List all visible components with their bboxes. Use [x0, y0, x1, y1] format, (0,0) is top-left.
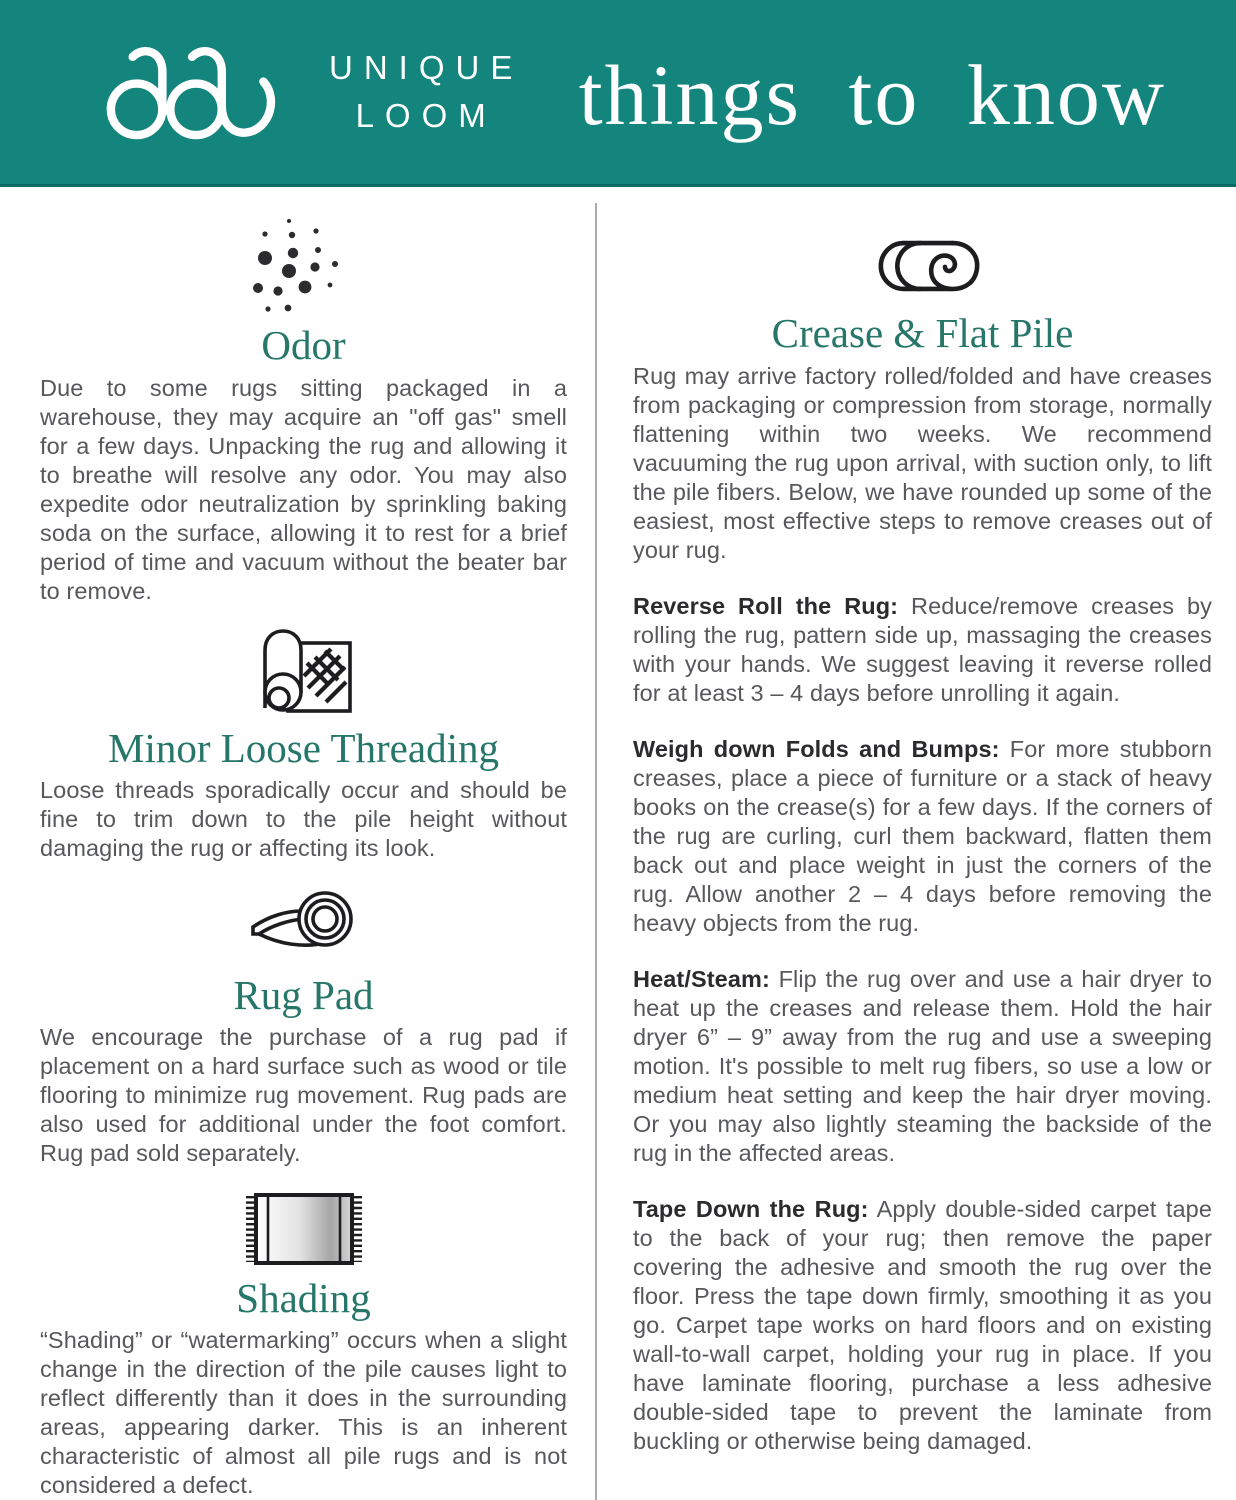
threading-heading: Minor Loose Threading [108, 725, 499, 772]
section-odor [40, 215, 567, 606]
shaded-rug-fringe-icon [244, 1192, 364, 1266]
section-shading [40, 1192, 567, 1500]
content-columns [0, 187, 1236, 1500]
tip-reverse-roll [633, 592, 1212, 708]
odor-speckles-icon [240, 215, 368, 319]
tip-weigh-down-lead: Weigh down Folds and Bumps: [633, 736, 1000, 763]
section-minor-loose-threading [40, 626, 567, 863]
unique-loom-logo-icon [98, 40, 303, 144]
tip-reverse-roll-text: Reduce/remove creases by rolling the rug, pattern side up, massaging the creases with your hands. We suggest leaving it reverse rolled for at least 3 – 4 days before unrolling it again. [633, 593, 1213, 707]
crease-intro: Rug may arrive factory rolled/folded and have creases from packaging or compression from storage, normally flattening within two weeks. We recommend vacuuming the rug upon arrival, with suction only, to lift the pile fibers. Below, we have rounded up some of the easiest, most effective steps to remove creases out of your rug. [633, 363, 1212, 564]
odor-body: Due to some rugs sitting packaged in a warehouse, they may acquire an "off gas" smell for a few days. Unpacking the rug and allowing it to breathe will resolve any odor. You may also expedite odor neutralization by sprinkling baking soda on the surface, allowing it to rest for a brief period of time and vacuum without the beater bar to remove. [40, 375, 567, 605]
crease-heading: Crease & Flat Pile [771, 310, 1074, 356]
section-crease-flat-pile [633, 233, 1212, 565]
tip-heat-steam [633, 965, 1212, 1168]
tip-reverse-roll-lead: Reverse Roll the Rug: [633, 593, 899, 620]
right-column [597, 203, 1212, 1500]
rug-pad-heading: Rug Pad [233, 972, 374, 1019]
tip-tape-down-lead: Tape Down the Rug: [633, 1196, 869, 1223]
rug-pad-body: We encourage the purchase of a rug pad if placement on a hard surface such as wood or tile flooring to minimize rug movement. Rug pads are also used for additional under the foot comfort. Rug pad sold separately. [40, 1024, 567, 1167]
page-title: things to know [578, 47, 1166, 143]
header-banner [0, 0, 1236, 187]
section-rug-pad [40, 885, 567, 1168]
threading-body: Loose threads sporadically occur and should be fine to trim down to the pile height without damaging the rug or affecting its look. [40, 777, 567, 862]
tip-heat-steam-lead: Heat/Steam: [633, 966, 770, 993]
tip-weigh-down [633, 735, 1212, 938]
shading-heading: Shading [236, 1275, 371, 1322]
tip-tape-down-text: Apply double-sided carpet tape to the back of your rug; then remove the paper covering the adhesive and smooth the rug over the floor. Press the tape down firmly, smoothing it as you go. Carpet tape works on hard floors and on existing wall-to-wall carpet, holding your rug in place. If you have laminate flooring, purchase a less adhesive double-sided tape to prevent the laminate from buckling or otherwise being damaged. [633, 1196, 1212, 1455]
brand-logo [98, 40, 523, 144]
tip-weigh-down-text: For more stubborn creases, place a piece of furniture or a stack of heavy books on the crease(s) for a few days. If the corners of the rug are curling, curl them backward, flatten them back out and place weight in just the corners of the rug. Allow another 2 – 4 days before removing the heavy objects from the rug. [633, 736, 1212, 937]
odor-heading: Odor [261, 322, 346, 368]
tip-tape-down [633, 1195, 1212, 1456]
rolled-rug-spiral-icon [863, 233, 983, 299]
tip-heat-steam-text: Flip the rug over and use a hair dryer to heat up the creases and release them. Hold the hair dryer 6” – 9” away from the rug and use a sweeping motion. It's possible to melt rug fibers, so use a low or medium heat setting and keep the hair dryer moving. Or you may also lightly steaming the backside of the rug in the affected areas. [633, 966, 1212, 1167]
brand-line-2: LOOM [355, 97, 497, 134]
rolled-rug-crosshatch-icon [252, 626, 356, 718]
brand-line-1: UNIQUE [329, 49, 524, 87]
shading-body: “Shading” or “watermarking” occurs when a slight change in the direction of the pile causes light to reflect differently than it does in the surrounding areas, appearing darker. This is an inherent characteristic of almost all pile rugs and is not considered a defect. [40, 1327, 567, 1499]
left-column [40, 203, 567, 1500]
rug-pad-roll-icon [245, 885, 363, 963]
brand-wordmark [329, 44, 523, 140]
